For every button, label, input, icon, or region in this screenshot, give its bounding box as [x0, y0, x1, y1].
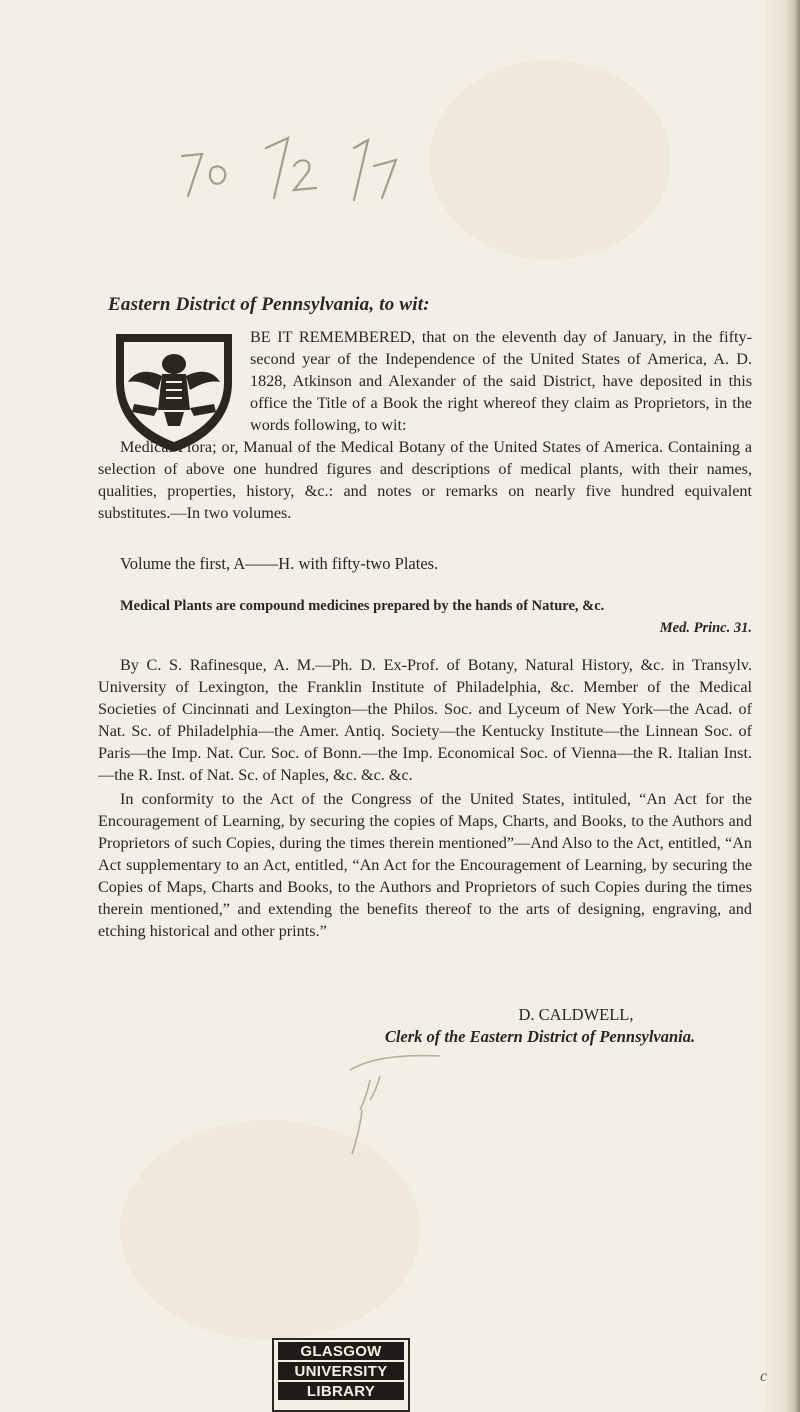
copyright-act-paragraph: In conformity to the Act of the Congress of the United States, intituled, “An Act for the Encouragement of Learning, by securing the copies of Maps, Charts, and Books, to the Authors and Proprietors of such Copies, during the times therein mentioned”—And Also to the Act, entitled, “An Act supplementary to an Act, entitled, “An Act for the Encouragement of Learning, by securing the Copies of Maps, Charts and Books, to the Authors and Proprietors of such Copies during the times therein mentioned,” and extending the benefits thereof to the arts of designing, engraving, and etching historical and other prints.” [98, 790, 752, 940]
library-stamp [272, 1338, 410, 1412]
pencil-scribble [340, 1050, 460, 1160]
stamp-line-2: UNIVERSITY [278, 1362, 404, 1380]
stamp-line-3: LIBRARY [278, 1382, 404, 1400]
paper-stain [430, 60, 670, 260]
volume-line: Volume the first, A——H. with fifty-two Plates. [120, 554, 439, 573]
clerk-signature: D. CALDWELL, [518, 1005, 634, 1024]
handwritten-shelfmark [168, 108, 428, 208]
motto-quote: Medical Plants are compound medicines prepared by the hands of Nature, &c. [120, 598, 605, 614]
page-heading: Eastern District of Pennsylvania, to wit: [108, 294, 430, 315]
stamp-line-1: GLASGOW [278, 1342, 404, 1360]
motto-citation: Med. Princ. 31. [659, 620, 752, 636]
clerk-title: Clerk of the Eastern District of Pennsylvania. [384, 1027, 696, 1046]
book-title-paragraph: Medical Flora; or, Manual of the Medical Botany of the United States of America. Containing a selection of above one hundred figures and descriptions of medical plants, with their names, qualities, properties, history, &c.: and notes or remarks on nearly five hundred equivalent substitutes.—In two volumes. [98, 438, 752, 522]
page-edge-shadow [766, 0, 800, 1412]
copyright-preamble: BE IT REMEMBERED, that on the eleventh day of January, in the fifty-second year of the Independence of the United States of America, A. D. 1828, Atkinson and Alexander of the said District, have deposited in this office the Title of a Book the right whereof they claim as Proprietors, in the words following, to wit: [250, 328, 752, 434]
margin-mark: c [760, 1368, 768, 1385]
author-credentials: By C. S. Rafinesque, A. M.—Ph. D. Ex-Prof. of Botany, Natural History, &c. in Transylv. University of Lexington, the Franklin Institute of Philadelphia, &c. Member of the Medical Societies of Cincinnati and Lexington—the Philos. Soc. and Lyceum of New York—the Acad. of Nat. Sc. of Philadelphia—the Amer. Antiq. Society—the Kentucky Institute—the Linnean Soc. of Paris—the Imp. Nat. Cur. Soc. of Bonn.—the Imp. Economical Soc. of Vienna—the R. Italian Inst.—the R. Inst. of Nat. Sc. of Naples, &c. &c. &c. [98, 656, 752, 784]
